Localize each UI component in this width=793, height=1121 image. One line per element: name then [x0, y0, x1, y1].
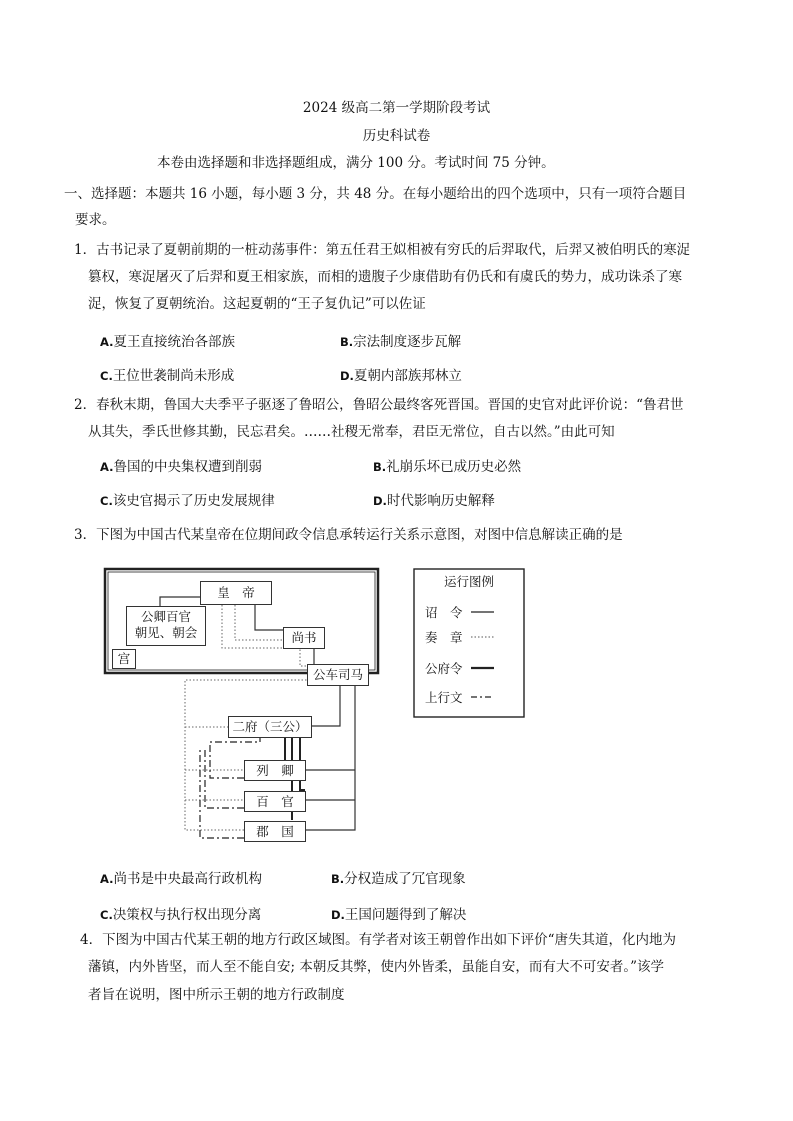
- q1-stem-line2: 篡权，寒浞屠灭了后羿和夏王相家族，而相的遗腹子少康借助有仍氏和有虞氏的势力，成功诛杀了寒: [88, 269, 682, 285]
- section-heading-line2: 要求。: [75, 212, 116, 228]
- q3-option-b: B.分权造成了冗官现象: [331, 871, 466, 887]
- q4-stem-line2: 藩镇，内外皆坚，而人至不能自安; 本朝反其弊，使内外皆柔，虽能自安，而有大不可安者。”该学: [88, 959, 664, 975]
- q3-option-a: A.尚书是中央最高行政机构: [100, 871, 262, 887]
- legend-title: 运行图例: [443, 574, 494, 589]
- node-shangshu: 尚书: [283, 627, 325, 649]
- legend-item-office-order: 公府令: [425, 661, 463, 676]
- q3-option-c: C.决策权与执行权出现分离: [100, 907, 262, 923]
- q3-option-d: D.王国问题得到了解决: [331, 907, 467, 923]
- node-emperor: 皇 帝: [200, 581, 272, 605]
- q1-option-a: A.夏王直接统治各部族: [100, 334, 235, 350]
- node-officials-line1: 公卿百官: [140, 609, 191, 624]
- node-erfu: 二府（三公）: [228, 716, 312, 738]
- exam-title: 2024 级高二第一学期阶段考试: [302, 100, 491, 116]
- node-officials: [126, 606, 206, 646]
- legend-item-memorial: 奏 章: [425, 630, 463, 645]
- q1-option-b: B.宗法制度逐步瓦解: [340, 334, 462, 350]
- section-heading-line1: 一、选择题：本题共 16 小题，每小题 3 分，共 48 分。在每小题给出的四个选项中，只有一项符合题目: [64, 186, 687, 202]
- q1-stem-line3: 浞，恢复了夏朝统治。这起夏朝的“王子复仇记”可以佐证: [88, 296, 426, 312]
- q2-option-b: B.礼崩乐坏已成历史必然: [373, 459, 522, 475]
- q1-option-c: C.王位世袭制尚未形成: [100, 368, 235, 384]
- q2-option-d: D.时代影响历史解释: [373, 493, 495, 509]
- q4-stem-line1: 4．下图为中国古代某王朝的地方行政区域图。有学者对该王朝曾作出如下评价“唐失其道，化内地为: [80, 932, 676, 948]
- exam-subject: 历史科试卷: [362, 128, 431, 144]
- q2-stem-line2: 从其失，季氏世修其勤，民忘君矣。……社稷无常奉，君臣无常位，自古以然。”由此可知: [88, 424, 615, 440]
- node-lieqing: 列 卿: [244, 760, 306, 781]
- q2-stem-line1: 2．春秋末期，鲁国大夫季平子驱逐了鲁昭公，鲁昭公最终客死晋国。晋国的史官对此评价说：“鲁君世: [74, 397, 684, 413]
- exam-instructions: 本卷由选择题和非选择题组成，满分 100 分。考试时间 75 分钟。: [157, 155, 555, 171]
- legend-item-upward-doc: 上行文: [425, 690, 463, 705]
- q4-stem-line3: 者旨在说明，图中所示王朝的地方行政制度: [88, 987, 345, 1003]
- q1-stem-line1: 1．古书记录了夏朝前期的一桩动荡事件：第五任君王姒相被有穷氏的后羿取代，后羿又被伯明氏的寒浞: [74, 242, 691, 258]
- q2-option-c: C.该史官揭示了历史发展规律: [100, 493, 275, 509]
- node-baiguan: 百 官: [244, 791, 306, 812]
- q2-option-a: A.鲁国的中央集权遭到削弱: [100, 459, 262, 475]
- node-palace: 宫: [112, 649, 136, 669]
- node-officials-line2: 朝见、朝会: [134, 625, 198, 640]
- node-junguo: 郡 国: [244, 821, 306, 842]
- node-gongche-sima: 公车司马: [307, 664, 369, 686]
- legend-item-edict: 诏 令: [425, 605, 463, 620]
- q3-stem-line1: 3．下图为中国古代某皇帝在位期间政令信息承转运行关系示意图，对图中信息解读正确的是: [74, 527, 623, 543]
- q1-option-d: D.夏朝内部族邦林立: [340, 368, 462, 384]
